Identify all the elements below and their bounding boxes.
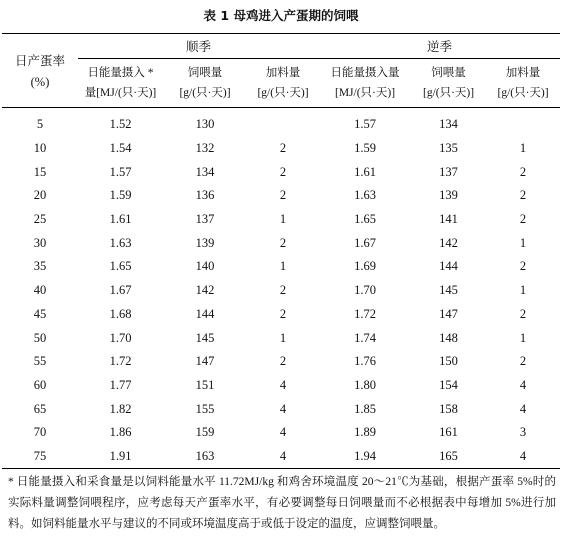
cell-feed-increase-shunji: 2 [279, 306, 287, 321]
cell-energy-intake-niji: 1.70 [354, 283, 376, 298]
cell-production-rate: 15 [33, 164, 47, 179]
table-row [2, 184, 560, 208]
table-body [2, 108, 560, 469]
table-row [2, 137, 560, 161]
cell-energy-intake-niji: 1.61 [354, 164, 376, 179]
col-header-feed-amount-2 [411, 59, 486, 108]
cell-feed-amount-shunji: 145 [195, 330, 215, 345]
cell-feed-amount-shunji: 144 [195, 306, 215, 321]
table-row [2, 231, 560, 255]
cell-feed-amount-shunji: 163 [195, 448, 215, 463]
cell-feed-amount-shunji: 132 [195, 141, 215, 156]
cell-production-rate: 20 [33, 188, 47, 203]
cell-feed-increase-niji [486, 108, 560, 137]
row-label-line1: 日产蛋率 [14, 54, 65, 68]
group-header-shunji: 顺季 [78, 34, 319, 59]
cell-energy-intake-shunji: 1.91 [109, 448, 132, 463]
cell-feed-increase-niji: 4 [519, 377, 527, 392]
cell-feed-increase-niji: 2 [519, 212, 527, 227]
cell-feed-amount-shunji: 159 [195, 425, 215, 440]
cell-feed-increase-shunji: 4 [279, 401, 287, 416]
col-header-feed-amount-2-unit: [g/(只·天)] [422, 87, 475, 99]
cell-feed-amount-niji: 150 [439, 354, 458, 369]
cell-feed-increase-shunji: 4 [279, 377, 287, 392]
cell-energy-intake-niji: 1.67 [354, 235, 376, 250]
cell-feed-increase-niji: 2 [519, 306, 527, 321]
cell-feed-amount-niji: 139 [439, 188, 458, 203]
col-header-feed-increase-2-unit: [g/(只·天)] [497, 87, 549, 99]
cell-production-rate: 65 [33, 401, 47, 416]
cell-energy-intake-niji: 1.63 [354, 188, 376, 203]
cell-energy-intake-niji: 1.69 [354, 259, 376, 274]
cell-feed-amount-shunji: 142 [195, 283, 215, 298]
cell-feed-increase-shunji: 1 [279, 259, 287, 274]
cell-feed-increase-shunji: 2 [279, 235, 287, 250]
cell-energy-intake-shunji: 1.61 [109, 212, 132, 227]
cell-feed-amount-shunji: 155 [195, 401, 215, 416]
cell-feed-amount-niji: 145 [439, 283, 458, 298]
cell-production-rate: 75 [33, 448, 47, 463]
cell-feed-amount-shunji: 136 [195, 188, 215, 203]
cell-feed-amount-niji: 148 [439, 330, 458, 345]
cell-energy-intake-shunji: 1.67 [109, 283, 132, 298]
col-header-feed-increase-1-title: 加料量 [265, 67, 301, 79]
cell-feed-amount-niji: 154 [439, 377, 458, 392]
cell-feed-increase-niji: 2 [519, 188, 527, 203]
cell-energy-intake-shunji: 1.54 [109, 141, 132, 156]
table-row [2, 255, 560, 279]
cell-feed-amount-niji: 144 [439, 259, 458, 274]
group-header-niji: 逆季 [319, 34, 560, 59]
cell-feed-amount-niji: 165 [439, 448, 458, 463]
cell-feed-amount-shunji: 140 [195, 259, 215, 274]
cell-production-rate: 50 [33, 330, 47, 345]
table-row [2, 160, 560, 184]
col-header-energy-intake-2-unit: [MJ/(只·天)] [335, 87, 396, 99]
cell-feed-amount-niji: 161 [439, 425, 458, 440]
row-label-line2: (%) [30, 75, 50, 89]
cell-feed-amount-shunji: 134 [195, 164, 215, 179]
cell-production-rate: 45 [33, 306, 47, 321]
cell-energy-intake-shunji: 1.86 [109, 425, 132, 440]
cell-feed-amount-shunji: 147 [195, 354, 215, 369]
table-row [2, 397, 560, 421]
cell-feed-amount-shunji: 151 [195, 377, 215, 392]
col-header-feed-increase-1 [247, 59, 319, 108]
cell-energy-intake-shunji: 1.70 [109, 330, 132, 345]
cell-energy-intake-shunji: 1.63 [109, 235, 132, 250]
col-header-feed-amount-1 [163, 59, 247, 108]
cell-feed-amount-niji: 141 [439, 212, 458, 227]
cell-feed-increase-shunji [247, 108, 319, 137]
cell-feed-increase-shunji: 2 [279, 141, 287, 156]
table-row [2, 108, 560, 137]
table-row [2, 208, 560, 232]
col-header-energy-intake-1-title: 日能量摄入 * [87, 67, 154, 79]
table-row [2, 350, 560, 374]
col-header-energy-intake-2 [319, 59, 411, 108]
cell-energy-intake-niji: 1.72 [354, 306, 376, 321]
cell-energy-intake-shunji: 1.68 [109, 306, 132, 321]
cell-feed-increase-niji: 2 [519, 164, 527, 179]
cell-energy-intake-shunji: 1.52 [109, 117, 132, 132]
cell-feed-increase-niji: 2 [519, 259, 527, 274]
cell-feed-amount-niji: 142 [439, 235, 458, 250]
cell-feed-amount-niji: 137 [439, 164, 458, 179]
cell-feed-increase-niji: 1 [519, 235, 527, 250]
cell-production-rate: 55 [33, 354, 47, 369]
table-row [2, 374, 560, 398]
cell-energy-intake-shunji: 1.82 [109, 401, 132, 416]
cell-energy-intake-niji: 1.80 [354, 377, 376, 392]
cell-energy-intake-shunji: 1.59 [109, 188, 132, 203]
col-header-feed-amount-1-unit: [g/(只·天)] [179, 87, 231, 99]
cell-feed-increase-niji: 1 [519, 330, 527, 345]
cell-feed-increase-shunji: 2 [279, 283, 287, 298]
cell-production-rate: 10 [33, 141, 47, 156]
cell-feed-increase-shunji: 4 [279, 448, 287, 463]
row-label-header [2, 34, 78, 108]
cell-feed-increase-niji: 3 [519, 425, 527, 440]
col-header-feed-increase-1-unit: [g/(只·天)] [257, 87, 309, 99]
table-row [2, 303, 560, 327]
cell-feed-amount-shunji: 139 [195, 235, 215, 250]
table-row [2, 279, 560, 303]
cell-energy-intake-niji: 1.89 [354, 425, 376, 440]
col-header-feed-amount-1-title: 饲喂量 [187, 67, 223, 79]
cell-feed-increase-niji: 4 [519, 448, 527, 463]
cell-production-rate: 70 [33, 425, 47, 440]
cell-production-rate: 60 [33, 377, 47, 392]
cell-feed-amount-shunji: 130 [195, 117, 215, 132]
cell-feed-increase-shunji: 1 [279, 212, 287, 227]
col-header-feed-amount-2-title: 饲喂量 [431, 67, 466, 79]
cell-production-rate: 25 [33, 212, 47, 227]
cell-energy-intake-niji: 1.94 [354, 448, 376, 463]
cell-energy-intake-shunji: 1.72 [109, 354, 132, 369]
cell-production-rate: 40 [33, 283, 47, 298]
table-row [2, 445, 560, 469]
cell-feed-increase-shunji: 2 [279, 164, 287, 179]
table-footnote: * 日能量摄入和采食量是以饲料能量水平 11.72MJ/kg 和鸡舍环境温度 20～21℃为基础，根据产蛋率 5%时的实际料量调整饲喂程序，应考虑每天产蛋率水平，有必要调整每日饲喂量而不必根据表中每增加 5%进行加料。如饲料能量水平与建议的不同或环境温度高于或低于设定的温度，应调整饲喂量。 [8, 476, 556, 530]
table-row [2, 421, 560, 445]
feeding-table [2, 33, 560, 469]
cell-feed-increase-niji: 1 [519, 141, 527, 156]
cell-energy-intake-shunji: 1.57 [109, 164, 132, 179]
col-header-feed-increase-2-title: 加料量 [505, 67, 541, 79]
cell-feed-amount-niji: 158 [439, 401, 458, 416]
cell-feed-increase-shunji: 2 [279, 188, 287, 203]
cell-feed-amount-shunji: 137 [195, 212, 215, 227]
cell-feed-increase-shunji: 4 [279, 425, 287, 440]
cell-energy-intake-niji: 1.65 [354, 212, 376, 227]
cell-production-rate: 5 [36, 117, 44, 132]
cell-feed-amount-niji: 135 [439, 141, 458, 156]
cell-feed-increase-niji: 2 [519, 354, 527, 369]
cell-energy-intake-niji: 1.57 [354, 117, 376, 132]
table-row [2, 326, 560, 350]
cell-feed-amount-niji: 134 [439, 117, 458, 132]
cell-energy-intake-shunji: 1.77 [109, 377, 132, 392]
cell-energy-intake-niji: 1.59 [354, 141, 376, 156]
col-header-energy-intake-1-unit: 量[MJ/(只·天)] [84, 87, 157, 99]
cell-energy-intake-niji: 1.76 [354, 354, 376, 369]
cell-energy-intake-shunji: 1.65 [109, 259, 132, 274]
cell-feed-increase-niji: 1 [519, 283, 527, 298]
cell-production-rate: 30 [33, 235, 47, 250]
cell-production-rate: 35 [33, 259, 47, 274]
col-header-energy-intake-2-title: 日能量摄入量 [330, 67, 400, 79]
table-caption: 表 1 母鸡进入产蛋期的饲喂 [203, 8, 359, 23]
col-header-feed-increase-2 [486, 59, 560, 108]
col-header-energy-intake-1 [78, 59, 163, 108]
cell-feed-increase-shunji: 1 [279, 330, 287, 345]
cell-energy-intake-niji: 1.74 [354, 330, 376, 345]
cell-feed-increase-shunji: 2 [279, 354, 287, 369]
cell-energy-intake-niji: 1.85 [354, 401, 376, 416]
cell-feed-amount-niji: 147 [439, 306, 458, 321]
cell-feed-increase-niji: 4 [519, 401, 527, 416]
